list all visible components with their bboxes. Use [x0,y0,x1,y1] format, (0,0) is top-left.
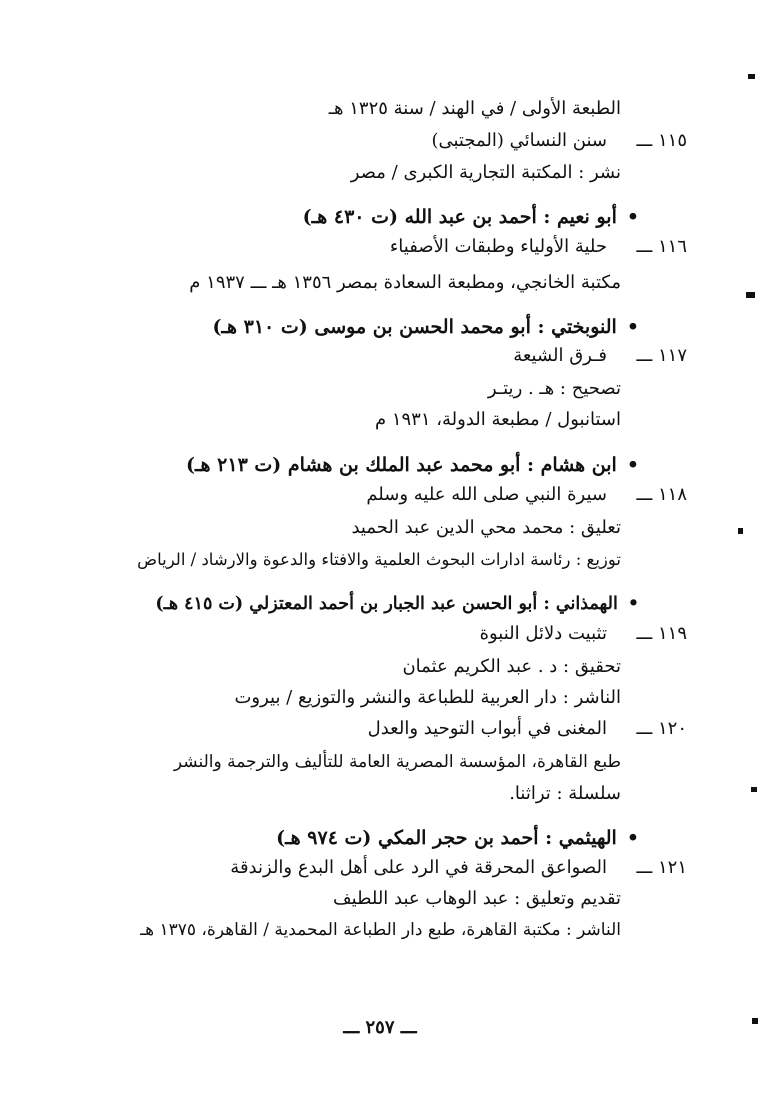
line-detail [402,654,621,680]
author-text: الهمذاني : أبو الحسن عبد الجبار بن أحمد المعتزلي (ت ٤١٥ هـ) [155,594,618,614]
entry-116 [390,234,687,260]
entry-title: حلية الأولياء وطبقات الأصفياء [389,236,607,257]
entry-number: ١٢١ ـــ [636,857,687,878]
entry-title: الصواعق المحرقة في الرد على أهل البدع والزندقة [230,857,607,878]
line-text: تحقيق : د . عبد الكريم عثمان [402,656,621,677]
bullet-icon: • [626,316,639,338]
scan-mark [748,74,755,79]
entry-118 [366,482,687,508]
line-text: الناشر : دار العربية للطباعة والنشر والتوزيع / بيروت [234,687,621,708]
bullet-icon: • [626,206,639,228]
line-detail [509,781,621,807]
page-number: ـــ ٢٥٧ ـــ [343,1017,417,1038]
line-text: الطبعة الأولى / في الهند / سنة ١٣٢٥ هـ [328,98,621,119]
author-heading [303,204,639,230]
entry-119 [480,621,687,647]
line-text: استانبول / مطبعة الدولة، ١٩٣١ م [374,409,621,430]
scan-mark [738,528,743,534]
line-text: سلسلة : تراثنا. [509,783,621,804]
bullet-icon: • [627,594,639,614]
line-detail [234,685,621,711]
scan-mark [746,292,755,298]
line-text: تقديم وتعليق : عبد الوهاب عبد اللطيف [333,888,621,909]
bullet-icon: • [626,827,639,849]
line-text: توزيع : رئاسة ادارات البحوث العلمية والافتاء والدعوة والارشاد / الرياض [137,550,621,569]
entry-number: ١١٨ ـــ [636,484,687,505]
entry-number: ١١٥ ـــ [636,130,687,151]
author-text: ابن هشام : أبو محمد عبد الملك بن هشام (ت ٢١٣ هـ) [185,454,617,476]
entry-number: ١١٩ ـــ [636,623,687,644]
entry-title: سنن النسائي (المجتبى) [431,130,607,151]
author-text: الهيثمي : أحمد بن حجر المكي (ت ٩٧٤ هـ) [276,827,617,849]
line-detail [375,407,621,433]
entry-117 [513,343,687,369]
entry-121 [230,855,687,881]
line-detail [333,886,621,912]
line-detail [189,270,621,296]
line-text: تعليق : محمد محي الدين عبد الحميد [351,517,621,538]
entry-number: ١١٦ ـــ [636,236,687,257]
entry-title: المغنى في أبواب التوحيد والعدل [367,718,607,739]
scan-mark [751,787,757,792]
author-heading [212,314,639,340]
line-text: طبع القاهرة، المؤسسة المصرية العامة للتأليف والترجمة والنشر [173,752,621,772]
bullet-icon: • [626,454,639,476]
entry-title: سيرة النبي صلى الله عليه وسلم [366,484,607,505]
entry-number: ١٢٠ ـــ [636,718,687,739]
line-detail [140,917,621,943]
line-text: تصحيح : هـ . ريتـر [487,378,621,399]
entry-title: تثبيت دلائل النبوة [479,623,607,644]
entry-115 [431,128,687,154]
line-detail [137,547,621,573]
line-detail [351,515,621,541]
author-heading [276,825,639,851]
line-text: مكتبة الخانجي، ومطبعة السعادة بمصر ١٣٥٦ هـ ـــ ١٩٣٧ م [189,272,621,293]
entry-120 [368,716,687,742]
line-detail [174,749,621,775]
line-detail [351,160,621,186]
author-heading [155,591,639,617]
scan-mark [752,1018,758,1024]
author-heading [186,452,639,478]
line-detail [488,376,621,402]
line-text: الناشر : مكتبة القاهرة، طبع دار الطباعة المحمدية / القاهرة، ١٣٧٥ هـ [140,920,621,940]
line-detail-edition [329,96,621,122]
entry-number: ١١٧ ـــ [636,345,687,366]
entry-title: فـرق الشيعة [513,345,607,366]
author-text: أبو نعيم : أحمد بن عبد الله (ت ٤٣٠ هـ) [302,206,617,228]
line-text: نشر : المكتبة التجارية الكبرى / مصر [350,162,621,183]
author-text: النوبختي : أبو محمد الحسن بن موسى (ت ٣١٠ هـ) [212,316,617,338]
